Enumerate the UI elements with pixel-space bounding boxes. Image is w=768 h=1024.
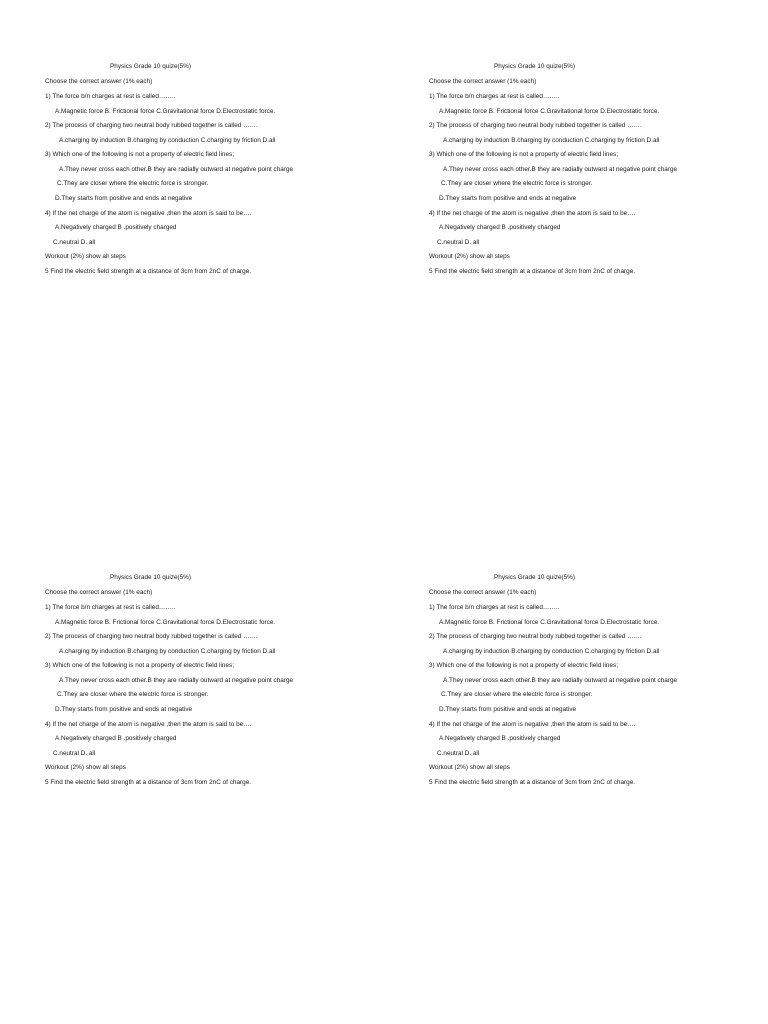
question-2-options: A.charging by induction B.charging by conduction C.charging by friction D.all (59, 648, 276, 655)
question-3-option-d: D.They starts from positive and ends at negative (439, 195, 577, 202)
quiz-title: Physics Grade 10 quize(5%) (494, 63, 575, 70)
question-1-options: A.Magnetic force B. Frictional force C.Gravitational force D.Electrostatic force. (439, 108, 660, 115)
question-3-option-d: D.They starts from positive and ends at negative (55, 195, 193, 202)
question-3: 3) Which one of the following is not a property of electric field lines; (429, 662, 618, 669)
workout-heading: Workout (2%) show all steps (429, 764, 510, 771)
question-3-options-a-b: A.They never cross each other.B they are radially outward at negative point charge (443, 166, 678, 173)
quiz-instruction: Choose the correct answer (1% each) (45, 78, 153, 85)
question-5: 5 Find the electric field strength at a distance of 3cm from 2nC of charge. (429, 268, 636, 275)
question-4-options-a-b: A.Negatively charged B .positively charged (55, 224, 177, 231)
question-2: 2) The process of charging two neutral body rubbed together is called ……. (45, 633, 258, 640)
question-5: 5 Find the electric field strength at a distance of 3cm from 2nC of charge. (429, 779, 636, 786)
question-4-options-c-d: C.neutral D. all (53, 239, 96, 246)
workout-heading: Workout (2%) show all steps (45, 764, 126, 771)
question-4-options-a-b: A.Negatively charged B .positively charged (55, 735, 177, 742)
question-3-options-a-b: A.They never cross each other.B they are radially outward at negative point charge (59, 677, 294, 684)
question-5: 5 Find the electric field strength at a distance of 3cm from 2nC of charge. (45, 268, 252, 275)
quiz-title: Physics Grade 10 quize(5%) (494, 574, 575, 581)
question-4: 4) If the net charge of the atom is negative ,then the atom is said to be…. (45, 210, 252, 217)
question-4: 4) If the net charge of the atom is negative ,then the atom is said to be…. (429, 210, 636, 217)
question-3-options-a-b: A.They never cross each other.B they are radially outward at negative point charge (59, 166, 294, 173)
quiz-title: Physics Grade 10 quize(5%) (110, 63, 191, 70)
question-3-option-c: C.They are closer where the electric force is stronger. (441, 691, 593, 698)
question-3: 3) Which one of the following is not a property of electric field lines; (45, 151, 234, 158)
quiz-instruction: Choose the correct answer (1% each) (45, 589, 153, 596)
question-2: 2) The process of charging two neutral body rubbed together is called ……. (429, 633, 642, 640)
question-4-options-a-b: A.Negatively charged B .positively charged (439, 735, 561, 742)
question-3: 3) Which one of the following is not a property of electric field lines; (45, 662, 234, 669)
question-3-option-d: D.They starts from positive and ends at negative (439, 706, 577, 713)
question-2: 2) The process of charging two neutral body rubbed together is called ……. (45, 122, 258, 129)
question-1: 1) The force b/n charges at rest is called…….. (429, 93, 560, 100)
question-1: 1) The force b/n charges at rest is called…….. (429, 604, 560, 611)
workout-heading: Workout (2%) show all steps (45, 253, 126, 260)
quiz-instruction: Choose the correct answer (1% each) (429, 589, 537, 596)
question-3: 3) Which one of the following is not a property of electric field lines; (429, 151, 618, 158)
question-3-option-c: C.They are closer where the electric force is stronger. (57, 691, 209, 698)
question-4-options-c-d: C.neutral D. all (437, 750, 480, 757)
question-5: 5 Find the electric field strength at a distance of 3cm from 2nC of charge. (45, 779, 252, 786)
question-4: 4) If the net charge of the atom is negative ,then the atom is said to be…. (45, 721, 252, 728)
question-1: 1) The force b/n charges at rest is called…….. (45, 93, 176, 100)
question-4-options-a-b: A.Negatively charged B .positively charged (439, 224, 561, 231)
question-1: 1) The force b/n charges at rest is called…….. (45, 604, 176, 611)
question-3-option-d: D.They starts from positive and ends at negative (55, 706, 193, 713)
question-2-options: A.charging by induction B.charging by conduction C.charging by friction D.all (443, 137, 660, 144)
workout-heading: Workout (2%) show all steps (429, 253, 510, 260)
question-4: 4) If the net charge of the atom is negative ,then the atom is said to be…. (429, 721, 636, 728)
question-1-options: A.Magnetic force B. Frictional force C.Gravitational force D.Electrostatic force. (439, 619, 660, 626)
question-4-options-c-d: C.neutral D. all (53, 750, 96, 757)
question-1-options: A.Magnetic force B. Frictional force C.Gravitational force D.Electrostatic force. (55, 108, 276, 115)
question-2-options: A.charging by induction B.charging by conduction C.charging by friction D.all (443, 648, 660, 655)
quiz-title: Physics Grade 10 quize(5%) (110, 574, 191, 581)
quiz-instruction: Choose the correct answer (1% each) (429, 78, 537, 85)
question-3-option-c: C.They are closer where the electric force is stronger. (57, 180, 209, 187)
question-1-options: A.Magnetic force B. Frictional force C.Gravitational force D.Electrostatic force. (55, 619, 276, 626)
question-2-options: A.charging by induction B.charging by conduction C.charging by friction D.all (59, 137, 276, 144)
question-4-options-c-d: C.neutral D. all (437, 239, 480, 246)
question-3-option-c: C.They are closer where the electric force is stronger. (441, 180, 593, 187)
question-3-options-a-b: A.They never cross each other.B they are radially outward at negative point charge (443, 677, 678, 684)
question-2: 2) The process of charging two neutral body rubbed together is called ……. (429, 122, 642, 129)
